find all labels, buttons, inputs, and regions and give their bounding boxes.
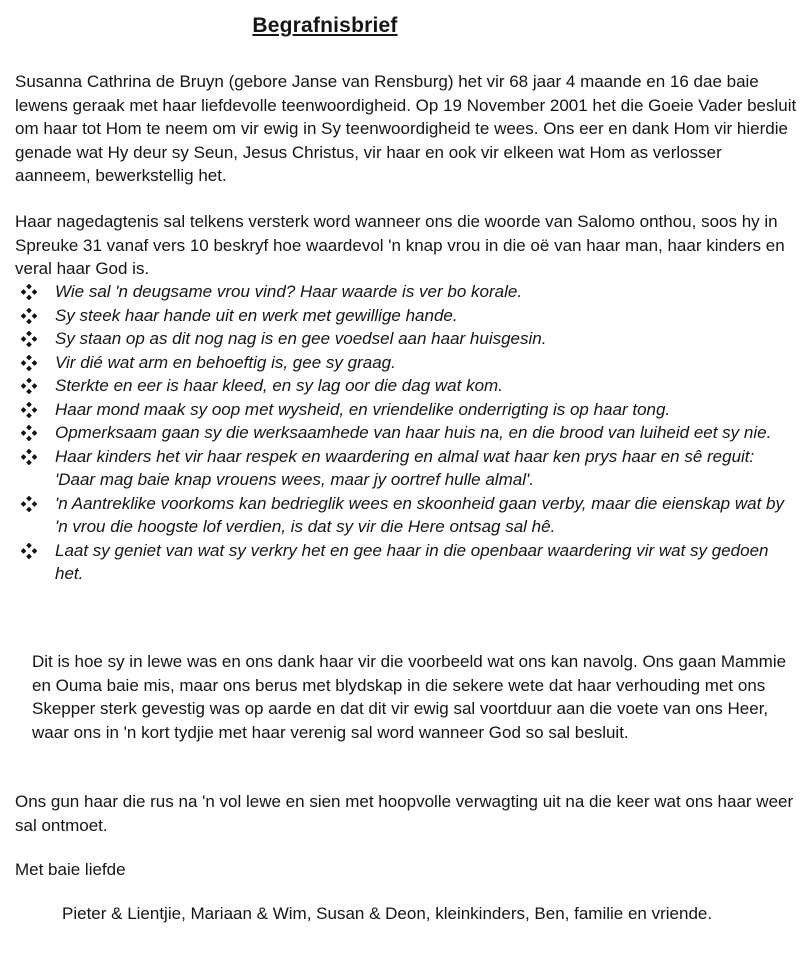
verse-item: [15, 421, 795, 445]
signatures-line: Pieter & Lientjie, Mariaan & Wim, Susan & Deon, kleinkinders, Ben, familie en vriende.: [62, 904, 713, 923]
diamond-bullet-icon: [21, 331, 37, 347]
diamond-bullet-icon: [21, 284, 37, 300]
diamond-bullet-icon: [21, 449, 37, 465]
diamond-bullet-icon: [21, 543, 37, 559]
verse-item: [15, 374, 795, 398]
verse-item: [15, 398, 795, 422]
diamond-bullet-icon: [21, 425, 37, 441]
verse-text: Haar mond maak sy oop met wysheid, en vriendelike onderrigting is op haar tong.: [55, 399, 671, 419]
verse-text: Sterkte en eer is haar kleed, en sy lag oor die dag wat kom.: [55, 376, 503, 395]
verse-text: Vir dié wat arm en behoeftig is, gee sy graag.: [55, 352, 396, 372]
life-paragraph: Dit is hoe sy in lewe was en ons dank haar vir die voorbeeld wat ons kan navolg. Ons gaan Mammie en Ouma baie mis, maar ons berus met blydskap in die sekere wete dat haar verhouding met ons Skepper sterk gevestig was op aarde en dat dit vir ewig sal voortduur aan die voete van ons Heer, waar ons in 'n kort tydjie met haar verenig sal word wanneer God so sal besluit.: [32, 652, 787, 742]
verse-item: [15, 445, 795, 492]
diamond-bullet-icon: [21, 308, 37, 324]
verse-item: [15, 539, 795, 586]
verse-text: Haar kinders het vir haar respek en waardering en almal wat haar ken prys haar en sê reguit: 'Daar mag baie knap vrouens wees, maar jy oortref hulle almal'.: [55, 446, 755, 489]
verse-text: Sy staan op as dit nog nag is en gee voedsel aan haar huisgesin.: [55, 329, 547, 348]
verse-item: [15, 304, 795, 328]
verse-text: Opmerksaam gaan sy die werksaamhede van haar huis na, en die brood van luiheid eet sy nie.: [55, 423, 772, 442]
diamond-bullet-icon: [21, 378, 37, 394]
memory-paragraph: Haar nagedagtenis sal telkens versterk word wanneer ons die woorde van Salomo onthou, soos hy in Spreuke 31 vanaf vers 10 beskryf hoe waardevol 'n knap vrou in die oë van haar man, haar kinders en veral haar God is.: [15, 212, 785, 278]
verse-text: 'n Aantreklike voorkoms kan bedrieglik wees en skoonheid gaan verby, maar die eienskap wat by 'n vrou die hoogste lof verdien, is dat sy vir die Here ontsag sal hê.: [55, 493, 784, 536]
verse-item: [15, 280, 795, 304]
verse-item: [15, 351, 795, 375]
verse-item: [15, 492, 795, 539]
verse-item: [15, 327, 795, 351]
verse-text: Laat sy geniet van wat sy verkry het en gee haar in die openbaar waardering vir wat sy gedoen het.: [55, 540, 769, 583]
verse-text: Wie sal 'n deugsame vrou vind? Haar waarde is ver bo korale.: [55, 282, 523, 301]
verse-text: Sy steek haar hande uit en werk met gewillige hande.: [55, 305, 458, 325]
diamond-bullet-icon: [21, 402, 37, 418]
proverbs-verse-list: [15, 280, 795, 586]
diamond-bullet-icon: [21, 355, 37, 371]
intro-paragraph: Susanna Cathrina de Bruyn (gebore Janse van Rensburg) het vir 68 jaar 4 maande en 16 dae baie lewens geraak met haar liefdevolle teenwoordigheid. Op 19 November 2001 het die Goeie Vader besluit om haar tot Hom te neem om vir ewig in Sy teenwoordigheid te wees. Ons eer en dank Hom vir hierdie genade wat Hy deur sy Seun, Jesus Christus, vir haar en ook vir elkeen wat Hom as verlosser aanneem, bewerkstellig het.: [15, 72, 797, 185]
document-title: Begrafnisbrief: [252, 14, 398, 37]
closing-line: Met baie liefde: [15, 860, 126, 879]
rest-paragraph: Ons gun haar die rus na 'n vol lewe en sien met hoopvolle verwagting uit na die keer wat ons haar weer sal ontmoet.: [15, 792, 794, 835]
diamond-bullet-icon: [21, 496, 37, 512]
